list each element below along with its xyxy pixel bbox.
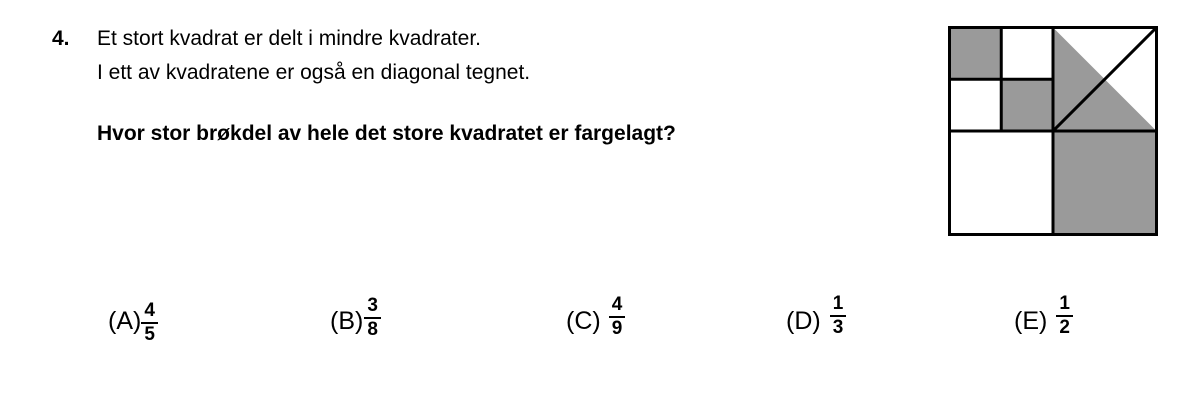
shaded-middle-square	[1001, 79, 1053, 131]
question-number: 4.	[52, 27, 70, 50]
shaded-top-left-square	[950, 28, 1002, 80]
option-e-fraction	[1056, 294, 1073, 338]
option-d-numerator: 1	[832, 293, 844, 315]
option-b-numerator: 3	[367, 295, 378, 317]
option-e-denominator: 2	[1059, 317, 1070, 338]
option-b-fraction	[364, 296, 381, 340]
option-c-label: (C)	[566, 306, 601, 335]
option-a-numerator: 4	[144, 300, 155, 322]
option-a[interactable]	[108, 288, 158, 354]
option-b[interactable]	[330, 288, 381, 354]
option-a-fraction	[141, 301, 158, 345]
option-c-fraction	[609, 295, 626, 339]
option-b-label: (B)	[330, 306, 364, 335]
question-prompt: Hvor stor brøkdel av hele det store kvadratet er fargelagt?	[97, 122, 676, 145]
option-d-label: (D)	[786, 306, 821, 335]
option-e-numerator: 1	[1059, 293, 1070, 315]
option-d[interactable]	[786, 288, 846, 354]
option-a-label: (A)	[108, 306, 142, 335]
question-line-1: Et stort kvadrat er delt i mindre kvadrater.	[97, 27, 481, 50]
shaded-square-figure	[948, 26, 1158, 241]
option-d-denominator: 3	[832, 317, 844, 338]
question-line-2: I ett av kvadratene er også en diagonal tegnet.	[97, 61, 531, 84]
question-text	[97, 22, 922, 90]
option-c[interactable]	[566, 288, 625, 354]
option-a-denominator: 5	[144, 324, 155, 345]
option-e-label: (E)	[1014, 306, 1048, 335]
option-c-numerator: 4	[611, 294, 623, 316]
answer-options	[0, 288, 1200, 368]
figure-svg	[948, 26, 1158, 236]
shaded-bottom-right-square	[1053, 131, 1157, 235]
option-b-denominator: 8	[367, 319, 378, 340]
option-e[interactable]	[1014, 288, 1073, 354]
question-block	[52, 22, 922, 145]
option-d-fraction	[830, 294, 847, 338]
option-c-denominator: 9	[611, 318, 623, 339]
